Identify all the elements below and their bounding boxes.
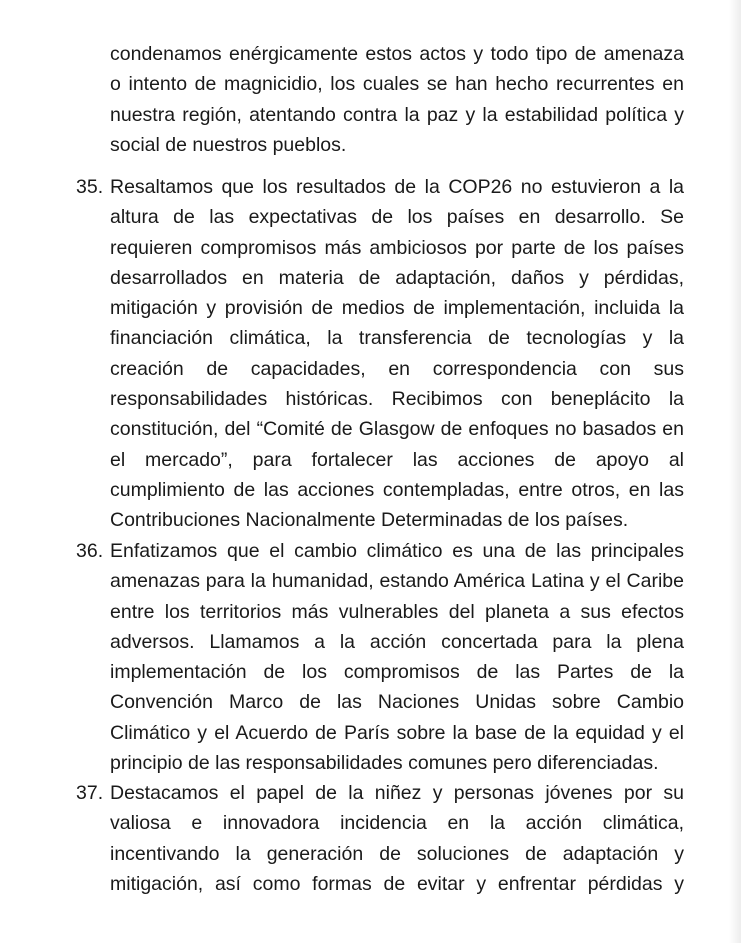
item-number-36: 36. bbox=[76, 540, 104, 562]
paragraph-35: Resaltamos que los resultados de la COP26 no estuvieron a la altura de las expectativas de los países en desarrollo. Se requieren compromisos más ambiciosos por parte de los países desarrollados en materia de adaptación, daños y pérdidas, mitigación y provisión de medios de implementación, incluida la financiación climática, la transferencia de tecnologías y la creación de capacidades, en correspondencia con sus responsabilidades históricas. Recibimos con beneplácito la constitución, del “Comité de Glasgow de enfoques no basados en el mercado”, para fortalecer las acciones de apoyo al cumplimiento de las acciones contempladas, entre otros, en las Contribuciones Nacionalmente Determinadas de los países. bbox=[110, 176, 684, 532]
item-number-35: 35. bbox=[76, 176, 104, 198]
item-number-37: 37. bbox=[76, 782, 104, 804]
page-edge-shadow bbox=[729, 0, 741, 943]
paragraph-continuation: condenamos enérgicamente estos actos y todo tipo de amenaza o intento de magnicidio, los cuales se han hecho recurrentes en nuestra región, atentando contra la paz y la estabilidad política y social de nuestros pueblos. bbox=[110, 43, 684, 156]
paragraph-36: Enfatizamos que el cambio climático es una de las principales amenazas para la humanidad, estando América Latina y el Caribe entre los territorios más vulnerables del planeta a sus efectos adversos. Llamamos a la acción concertada para la plena implementación de los compromisos de las Partes de la Convención Marco de las Naciones Unidas sobre Cambio Climático y el Acuerdo de París sobre la base de la equidad y el principio de las responsabilidades comunes pero diferenciadas. bbox=[110, 540, 684, 775]
paragraph-37: Destacamos el papel de la niñez y personas jóvenes por su valiosa e innovadora incidencia en la acción climática, incentivando la generación de soluciones de adaptación y mitigación, así como formas de evitar y enfrentar pérdidas y bbox=[110, 782, 684, 895]
